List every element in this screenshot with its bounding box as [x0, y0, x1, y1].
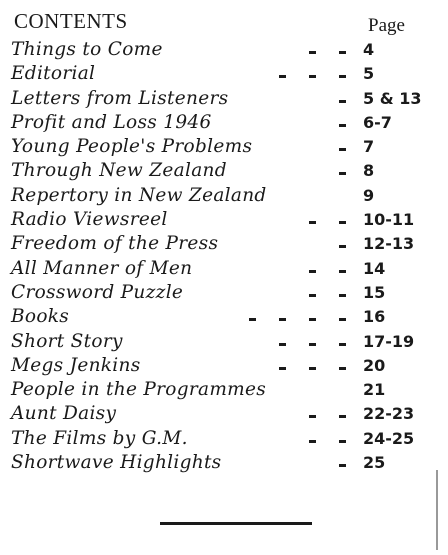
toc-entry	[11, 135, 431, 159]
leader-dash	[309, 318, 316, 321]
leader-dash	[309, 221, 316, 224]
toc-entry-page: 7	[363, 137, 375, 157]
toc-entry-page: 8	[363, 161, 375, 181]
toc-entry-title: People in the Programmes	[11, 379, 267, 401]
toc-entry-page: 4	[363, 40, 375, 59]
toc-entry-title: Shortwave Highlights	[11, 452, 222, 474]
toc-entry	[11, 427, 431, 451]
leader-dash	[339, 294, 346, 297]
leader-dash	[339, 221, 346, 224]
page-column-header: Page	[368, 15, 405, 36]
leader-dash	[279, 318, 286, 321]
toc-entry-page: 12-13	[363, 234, 415, 254]
toc-entry	[11, 159, 431, 183]
toc-entry-page: 16	[363, 307, 386, 327]
leader-dash	[309, 343, 316, 346]
toc-entry-title: Repertory in New Zealand	[11, 184, 267, 206]
toc-entry	[11, 330, 431, 354]
leader-dash	[339, 100, 346, 103]
leader-dash	[339, 318, 346, 321]
toc-entry	[11, 354, 431, 378]
toc-entry-title: Editorial	[11, 63, 96, 85]
toc-entry-page: 5	[363, 64, 375, 84]
contents-title: CONTENTS	[14, 9, 128, 33]
toc-entry-title: Profit and Loss 1946	[11, 111, 212, 133]
toc-entry	[11, 111, 431, 135]
toc-entry-title: Letters from Listeners	[11, 87, 229, 109]
toc-entry-page: 10-11	[363, 210, 415, 230]
leader-dash	[339, 343, 346, 346]
toc-entry-title: Books	[11, 306, 70, 328]
toc-entry	[11, 184, 431, 208]
toc-entry	[11, 257, 431, 281]
toc-entry	[11, 281, 431, 305]
leader-dash	[309, 75, 316, 78]
toc-entry-title: Aunt Daisy	[11, 403, 117, 425]
toc-entry-title: All Manner of Men	[11, 257, 193, 279]
leader-dash	[339, 245, 346, 248]
leader-dash	[309, 270, 316, 273]
leader-dash	[309, 51, 316, 54]
toc-entry-page: 20	[363, 355, 386, 375]
leader-dash	[339, 367, 346, 370]
leader-dash	[339, 51, 346, 54]
toc-entry	[11, 305, 431, 329]
toc-entry-page: 15	[363, 282, 386, 302]
leader-dash	[309, 440, 316, 443]
table-of-contents	[11, 38, 431, 475]
toc-entry-page: 14	[363, 258, 386, 278]
toc-entry-title: Things to Come	[11, 39, 163, 60]
leader-dash	[249, 318, 256, 321]
toc-entry-page: 5 & 13	[363, 88, 422, 108]
contents-header	[14, 9, 424, 37]
toc-entry	[11, 62, 431, 86]
toc-entry-title: Megs Jenkins	[11, 354, 141, 376]
toc-entry-page: 24-25	[363, 428, 415, 448]
leader-dash	[339, 440, 346, 443]
toc-entry-title: Freedom of the Press	[11, 233, 219, 255]
leader-dash	[279, 367, 286, 370]
leader-dash	[339, 270, 346, 273]
toc-entry	[11, 402, 431, 426]
leader-dash	[339, 464, 346, 467]
toc-entry-title: Young People's Problems	[11, 136, 253, 158]
toc-entry	[11, 232, 431, 256]
toc-entry	[11, 451, 431, 475]
leader-dash	[279, 343, 286, 346]
toc-entry	[11, 378, 431, 402]
toc-entry-title: Through New Zealand	[11, 160, 227, 182]
toc-entry-page: 22-23	[363, 404, 415, 424]
toc-entry-title: The Films by G.M.	[11, 427, 188, 449]
leader-dash	[339, 148, 346, 151]
toc-entry-title: Crossword Puzzle	[11, 281, 184, 303]
toc-entry-page: 17-19	[363, 331, 415, 351]
toc-entry-page: 9	[363, 185, 375, 205]
leader-dash	[339, 415, 346, 418]
bottom-rule	[160, 522, 312, 525]
leader-dash	[309, 367, 316, 370]
toc-entry-title: Radio Viewsreel	[11, 209, 168, 231]
leader-dash	[339, 172, 346, 175]
toc-entry-title: Short Story	[11, 330, 123, 352]
toc-entry	[11, 87, 431, 111]
leader-dash	[339, 75, 346, 78]
page-edge-mark	[436, 470, 438, 550]
toc-entry-page: 6-7	[363, 112, 392, 132]
leader-dash	[309, 415, 316, 418]
toc-entry	[11, 208, 431, 232]
toc-entry	[11, 38, 431, 62]
leader-dash	[279, 75, 286, 78]
leader-dash	[339, 124, 346, 127]
toc-entry-page: 25	[363, 453, 386, 473]
toc-entry-page: 21	[363, 380, 386, 400]
leader-dash	[309, 294, 316, 297]
